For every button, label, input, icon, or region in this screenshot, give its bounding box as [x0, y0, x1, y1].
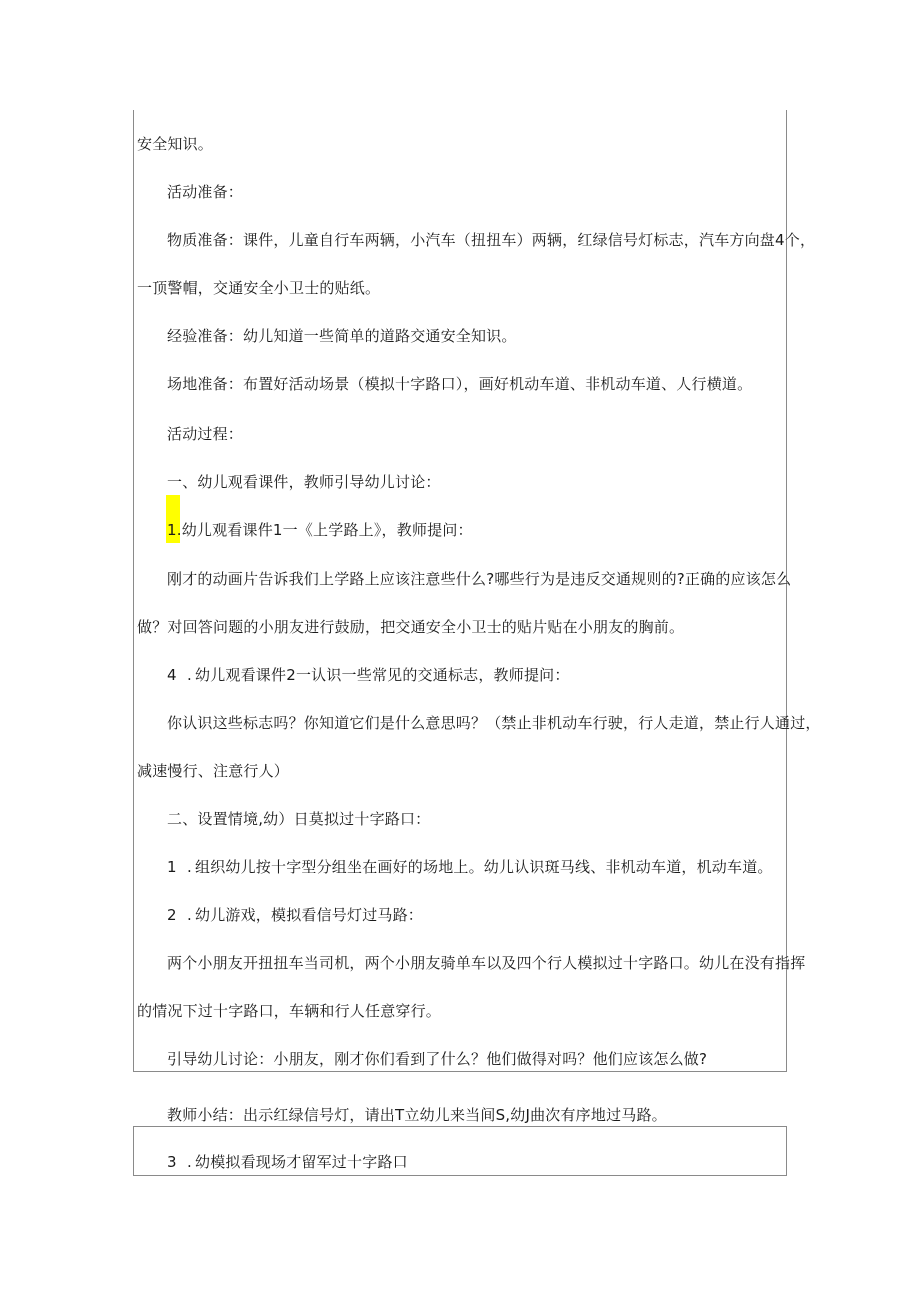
section-heading: 活动过程：	[167, 425, 244, 443]
list-text: 组织幼儿按十字型分组坐在画好的场地上。幼儿认识斑马线、非机动车道，机动车道。	[195, 858, 773, 876]
paragraph-line: 教师小结：出示红绿信号灯，请出T立幼儿来当间S,幼J曲次有序地过马路。	[167, 1106, 667, 1124]
paragraph-line: 一顶警帽，交通安全小卫士的贴纸。	[137, 279, 381, 297]
paragraph-line: 经验准备：幼儿知道一些简单的道路交通安全知识。	[167, 327, 517, 345]
list-number: 2	[167, 906, 177, 924]
list-text: 幼儿观看课件2一认识一些常见的交通标志，教师提问：	[195, 666, 570, 684]
paragraph-line: 物质准备：课件，儿童自行车两辆，小汽车（扭扭车）两辆，红绿信号灯标志，汽车方向盘4个，	[167, 231, 816, 249]
paragraph-line: 做？对回答问题的小朋友进行鼓励，把交通安全小卫士的贴片贴在小朋友的胸前。	[137, 618, 685, 636]
paragraph-line: 两个小朋友开扭扭车当司机，两个小朋友骑单车以及四个行人模拟过十字路口。幼儿在没有指挥	[167, 954, 806, 972]
paragraph-line: 二、设置情境,幼）日莫拟过十字路口：	[167, 810, 431, 828]
paragraph-line: 安全知识。	[137, 135, 214, 153]
paragraph-line: 你认识这些标志吗？你知道它们是什么意思吗？（禁止非机动车行驶，行人走道，禁止行人通过，	[167, 714, 821, 732]
numbered-line	[167, 665, 570, 685]
list-text: 幼儿游戏，模拟看信号灯过马路：	[195, 906, 424, 924]
numbered-line	[167, 905, 423, 925]
section-heading: 活动准备：	[167, 183, 244, 201]
list-dot: .	[187, 1153, 192, 1171]
paragraph-line: 场地准备：布置好活动场景（模拟十字路口），画好机动车道、非机动车道、人行横道。	[167, 375, 753, 393]
paragraph-line: 1.幼儿观看课件1一《上学路上》，教师提问：	[167, 521, 473, 539]
list-dot: .	[187, 906, 192, 924]
paragraph-line: 的情况下过十字路口，车辆和行人任意穿行。	[137, 1002, 442, 1020]
numbered-line	[167, 1152, 408, 1172]
paragraph-line: 引导幼儿讨论：小朋友，刚才你们看到了什么？他们做得对吗？他们应该怎么做?	[167, 1050, 708, 1068]
list-number: 1	[167, 858, 177, 876]
numbered-line	[167, 857, 773, 877]
list-dot: .	[187, 666, 192, 684]
table-cell-frame	[133, 110, 787, 1072]
list-number: 3	[167, 1153, 177, 1171]
paragraph-line: 刚才的动画片告诉我们上学路上应该注意些什么?哪些行为是违反交通规则的?正确的应该怎么	[167, 570, 792, 588]
list-text: 幼模拟看现场才留军过十字路口	[195, 1153, 408, 1171]
list-number: 4	[167, 666, 177, 684]
list-dot: .	[187, 858, 192, 876]
paragraph-line: 一、幼儿观看课件，教师引导幼儿讨论：	[167, 473, 441, 491]
paragraph-line: 减速慢行、注意行人）	[137, 762, 290, 780]
